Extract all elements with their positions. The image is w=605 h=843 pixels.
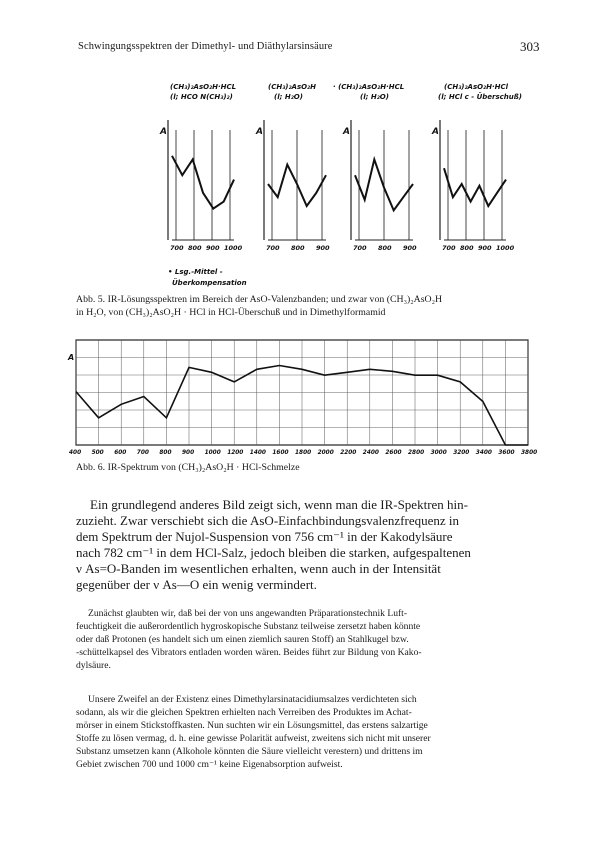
tick-label: 600 xyxy=(114,450,127,456)
axis-marker-a: A xyxy=(343,127,350,137)
tick-label: 700 xyxy=(170,244,184,252)
paragraph-2 xyxy=(76,607,528,672)
text-line: sodann, als wir die gleichen Spektren erhielten nach Verreiben des Produktes im Achat- xyxy=(76,707,412,718)
tick-label: 900 xyxy=(182,450,195,456)
tick-label: 700 xyxy=(266,244,280,252)
tick-label: 1800 xyxy=(295,450,312,456)
text-line: -schüttelkapsel des Vibrators entladen worden wären. Beides führt zur Bildung von Kako- xyxy=(76,647,422,658)
tick-label: 1600 xyxy=(272,450,289,456)
text-line: Unsere Zweifel an der Existenz eines Dimethylarsinatacidiumsalzes verdichteten sich xyxy=(88,694,417,705)
tick-label: 2600 xyxy=(385,450,402,456)
text-line: dylsäure. xyxy=(76,660,111,671)
tick-label: 1000 xyxy=(204,450,221,456)
text-line: oder daß Protonen (es handelt sich um einen ziemlich sauren Stoff) an Stahlkugel bzw. xyxy=(76,634,409,645)
tick-label: 900 xyxy=(403,244,417,252)
tick-label: 2000 xyxy=(317,450,334,456)
tick-label: 1000 xyxy=(224,244,243,252)
tick-label: 3800 xyxy=(521,450,538,456)
tick-label: 1200 xyxy=(227,450,244,456)
tick-label: 1000 xyxy=(496,244,515,252)
text-line: Ein grundlegend anderes Bild zeigt sich, wenn man die IR-Spektren hin- xyxy=(90,497,468,512)
running-title: Schwingungsspektren der Dimethyl- und Diäthylarsinsäure xyxy=(78,41,333,52)
tick-label: 700 xyxy=(442,244,456,252)
figure5-caption-line2: in H₂O, von (CH₃)₂AsO₂H · HCl in HCl-Überschuß und in Dimethylformamid xyxy=(76,307,386,318)
tick-label: 2400 xyxy=(362,450,379,456)
paragraph-3 xyxy=(76,693,528,771)
spectrum-panel-1 xyxy=(159,120,243,252)
panel4-label: (CH₃)₂AsO₂H·HCl xyxy=(444,83,509,91)
text-line: mörser in einem Stickstoffkasten. Nun suchten wir ein Lösungsmittel, das erstens salzartige xyxy=(76,720,428,731)
tick-label: 3600 xyxy=(498,450,515,456)
tick-label: 700 xyxy=(136,450,149,456)
spectrum-panel-2 xyxy=(255,120,330,252)
text-line: Gebiet zwischen 700 und 1000 cm⁻¹ keine Eigenabsorption aufweist. xyxy=(76,759,343,770)
axis-marker-a: A xyxy=(256,127,263,137)
solvent-note-line1: • Lsg.-Mittel - xyxy=(168,268,223,276)
solvent-note-line2: Überkompensation xyxy=(172,279,247,287)
figure5-caption-line1: Abb. 5. IR-Lösungsspektren im Bereich der AsO-Valenzbanden; und zwar von (CH₃)₂AsO₂H xyxy=(76,294,443,305)
tick-label: 800 xyxy=(291,244,305,252)
figure6-spectrum xyxy=(67,340,537,456)
spectrum-panel-3 xyxy=(342,120,417,252)
text-line: Substanz umsetzen kann (Alkohole könnten die Säure vielleicht verestern) und drittens im xyxy=(76,746,423,757)
text-line: ν As=O-Banden im wesentlichen erhalten, wenn auch in der Intensität xyxy=(76,561,441,576)
tick-label: 1400 xyxy=(249,450,266,456)
panel3-solvent: (l; H₂O) xyxy=(360,93,389,101)
tick-label: 3400 xyxy=(475,450,492,456)
tick-label: 3200 xyxy=(453,450,470,456)
panel2-solvent: (l; H₂O) xyxy=(274,93,303,101)
spectrum-line xyxy=(444,168,506,206)
axis-marker-a: A xyxy=(68,353,75,362)
tick-label: 800 xyxy=(188,244,202,252)
panel1-label: (CH₃)₂AsO₂H·HCL xyxy=(170,83,237,91)
tick-label: 500 xyxy=(91,450,104,456)
panel2-label: (CH₃)₂AsO₂H xyxy=(268,83,316,91)
tick-label: 2200 xyxy=(340,450,357,456)
tick-label: 900 xyxy=(316,244,330,252)
text-line: zuzieht. Zwar verschiebt sich die AsO-Einfachbindungsvalenzfrequenz in xyxy=(76,513,459,528)
spectrum-line xyxy=(172,156,234,209)
figure6-caption: Abb. 6. IR-Spektrum von (CH₃)₂AsO₂H · HCl-Schmelze xyxy=(76,462,300,473)
paragraph-1 xyxy=(76,497,528,593)
tick-label: 800 xyxy=(460,244,474,252)
panel4-solvent: (l; HCl c - Überschuß) xyxy=(438,93,523,101)
spectrum-panel-4 xyxy=(431,120,515,252)
tick-label: 700 xyxy=(353,244,367,252)
tick-label: 400 xyxy=(69,450,82,456)
text-line: nach 782 cm⁻¹ in dem HCl-Salz, jedoch bleiben die starken, aufgespaltenen xyxy=(76,545,471,560)
tick-label: 900 xyxy=(206,244,220,252)
axis-marker-a: A xyxy=(160,127,167,137)
text-line: Stoffe zu lösen vermag, d. h. eine gewisse Polarität aufweist, zweitens sich nicht mit unserer xyxy=(76,733,431,744)
text-line: dem Spektrum der Nujol-Suspension von 756 cm⁻¹ in der Kakodylsäure xyxy=(76,529,453,544)
tick-label: 800 xyxy=(378,244,392,252)
tick-label: 3000 xyxy=(430,450,447,456)
text-line: gegenüber der ν As—O ein wenig vermindert. xyxy=(76,577,317,592)
tick-label: 900 xyxy=(478,244,492,252)
panel3-label: · (CH₃)₂AsO₂H·HCL xyxy=(333,83,405,91)
tick-label: 800 xyxy=(159,450,172,456)
page-number: 303 xyxy=(520,39,540,54)
panel1-solvent: (l; HCO N(CH₃)₂) xyxy=(170,93,233,101)
text-line: Zunächst glaubten wir, daß bei der von uns angewandten Präparationstechnik Luft- xyxy=(88,608,408,619)
axis-marker-a: A xyxy=(432,127,439,137)
tick-label: 2800 xyxy=(408,450,425,456)
text-line: feuchtigkeit die außerordentlich hygroskopische Substanz teilweise zersetzt haben könnte xyxy=(76,621,421,632)
